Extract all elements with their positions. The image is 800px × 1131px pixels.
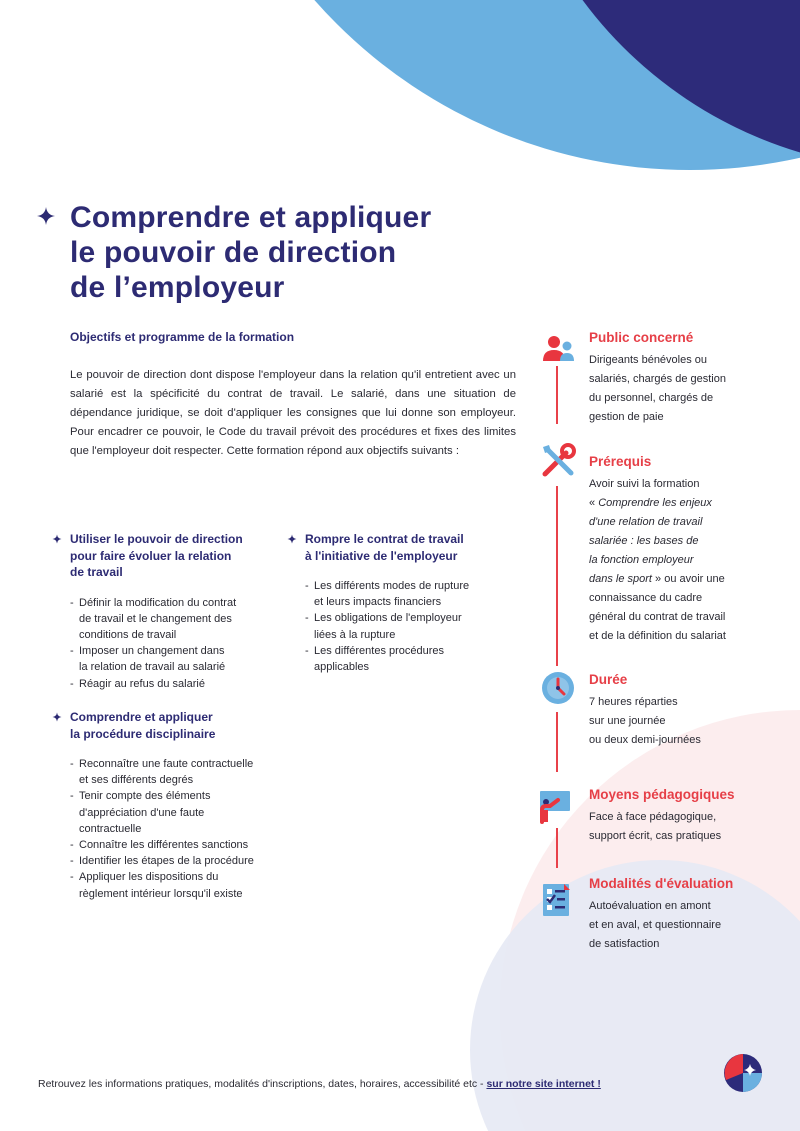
public-section bbox=[589, 330, 779, 427]
objective-block bbox=[70, 709, 290, 902]
timeline-line bbox=[556, 712, 558, 772]
clock-icon bbox=[540, 670, 576, 706]
sparkle-icon bbox=[287, 534, 297, 544]
timeline-line bbox=[556, 828, 558, 868]
section-text: Avoir suivi la formation « Comprendre les enjeux d'une relation de travail salariée : les bases de la fonction employeur dans le sport » ou avoir une connaissance du cadre général du contrat de travail et de la définition du salariat bbox=[589, 478, 726, 642]
sparkle-icon bbox=[36, 206, 56, 226]
heading-line: à l'initiative de l'employeur bbox=[305, 548, 458, 563]
logo-icon bbox=[722, 1052, 764, 1094]
evaluation-section bbox=[589, 876, 779, 954]
timeline-line bbox=[556, 366, 558, 424]
list-item: - Les différents modes de rupture et leurs impacts financiers bbox=[305, 578, 515, 610]
heading-line: Utiliser le pouvoir de direction bbox=[70, 532, 243, 546]
section-title: Modalités d'évaluation bbox=[589, 876, 734, 891]
heading-line: Comprendre et appliquer bbox=[70, 710, 213, 724]
objective-list bbox=[70, 756, 290, 902]
section-text: 7 heures réparties sur une journée ou deux demi-journées bbox=[589, 696, 701, 746]
objective-heading bbox=[70, 709, 290, 742]
list-item: - Définir la modification du contrat de travail et le changement des conditions de travail bbox=[70, 595, 280, 644]
section-title: Public concerné bbox=[589, 330, 694, 345]
heading-line: pour faire évoluer la relation bbox=[70, 548, 232, 563]
list-item: - Imposer un changement dans la relation de travail au salarié bbox=[70, 643, 280, 675]
section-text: Face à face pédagogique, support écrit, cas pratiques bbox=[589, 811, 722, 842]
sparkle-icon bbox=[52, 534, 62, 544]
list-item: - Appliquer les dispositions du règlement intérieur lorsqu'il existe bbox=[70, 869, 290, 901]
section-title: Prérequis bbox=[589, 454, 652, 469]
list-item: - Les obligations de l'employeur liées à la rupture bbox=[305, 610, 515, 642]
prerequis-section bbox=[589, 454, 779, 646]
list-item: - Identifier les étapes de la procédure bbox=[70, 853, 290, 869]
list-item: - Réagir au refus du salarié bbox=[70, 676, 280, 692]
objective-list bbox=[305, 578, 515, 675]
checklist-icon bbox=[540, 882, 576, 918]
intro-paragraph: Le pouvoir de direction dont dispose l'employeur dans la relation qu'il entretient avec un salarié est la spécificité du contrat de travail. Le salarié, dans une situation de dépendance juridique, se doit d'appliquer les consignes que lui donne son employeur. Pour encadrer ce pouvoir, le Code du travail prévoit des procédures et fixes des limites que l'employeur doit respecter. Cette formation répond aux objectifs suivants : bbox=[70, 369, 516, 457]
title-line: Comprendre et appliquer bbox=[70, 201, 432, 234]
section-title: Moyens pédagogiques bbox=[589, 787, 735, 802]
moyens-section bbox=[589, 787, 779, 846]
tools-icon bbox=[540, 443, 576, 479]
footer bbox=[38, 1078, 601, 1090]
objective-heading bbox=[70, 531, 280, 581]
website-link[interactable]: sur notre site internet ! bbox=[486, 1078, 601, 1090]
teacher-board-icon bbox=[536, 788, 572, 824]
list-item: - Connaître les différentes sanctions bbox=[70, 837, 290, 853]
title-line: de l’employeur bbox=[70, 271, 285, 304]
objective-heading bbox=[305, 531, 515, 564]
page-title bbox=[70, 200, 510, 305]
footer-text: Retrouvez les informations pratiques, modalités d'inscriptions, dates, horaires, accessibilité etc - bbox=[38, 1078, 487, 1090]
section-subtitle: Objectifs et programme de la formation bbox=[70, 330, 295, 344]
list-item: - Tenir compte des éléments d'appréciation d'une faute contractuelle bbox=[70, 788, 290, 837]
list-item: - Les différentes procédures applicables bbox=[305, 643, 515, 675]
heading-line: Rompre le contrat de travail bbox=[305, 532, 464, 546]
list-item: - Reconnaître une faute contractuelle et ses différents degrés bbox=[70, 756, 290, 788]
heading-line: la procédure disciplinaire bbox=[70, 726, 216, 741]
objective-list bbox=[70, 595, 280, 692]
timeline-line bbox=[556, 486, 558, 666]
sparkle-icon bbox=[52, 712, 62, 722]
people-icon bbox=[540, 332, 576, 368]
objective-block bbox=[305, 531, 515, 675]
heading-line: de travail bbox=[70, 565, 123, 579]
duree-section bbox=[589, 672, 779, 750]
section-text: Autoévaluation en amont et en aval, et questionnaire de satisfaction bbox=[589, 900, 722, 950]
title-line: le pouvoir de direction bbox=[70, 236, 397, 269]
section-text: Dirigeants bénévoles ou salariés, chargés de gestion du personnel, chargés de gestion de paie bbox=[589, 354, 726, 423]
objective-block bbox=[70, 531, 280, 692]
section-title: Durée bbox=[589, 672, 628, 687]
